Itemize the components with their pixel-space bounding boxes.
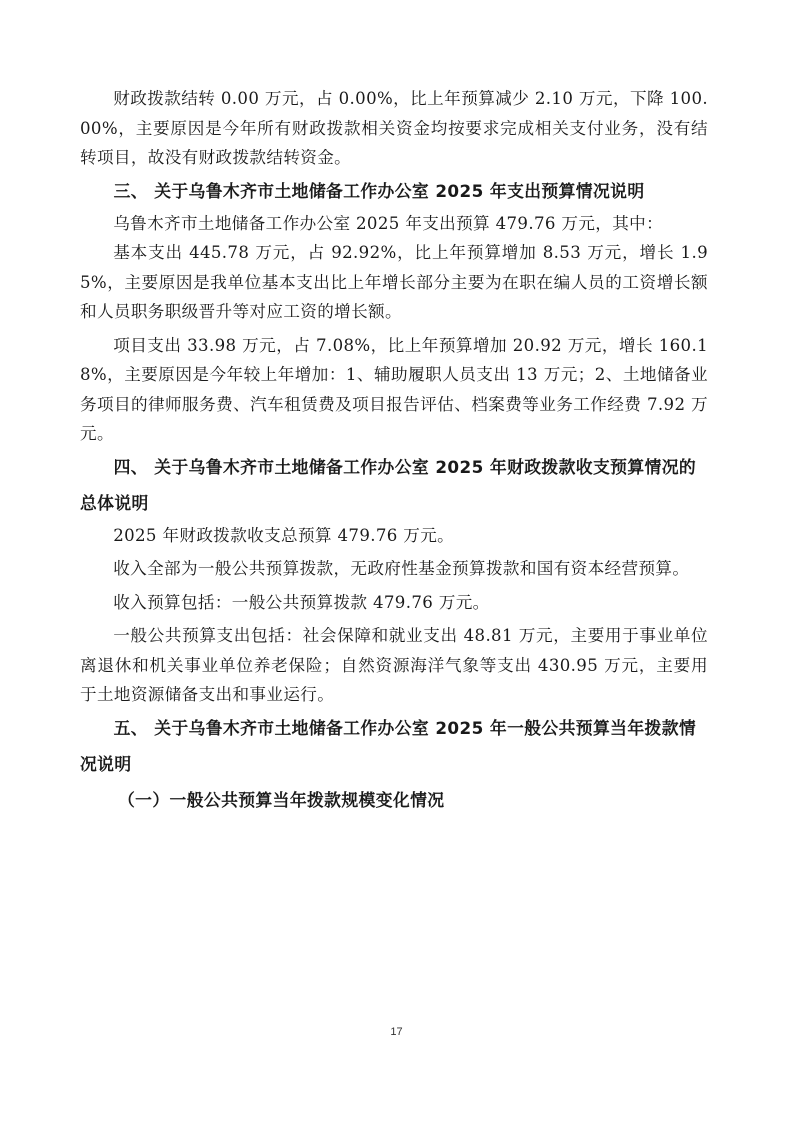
paragraph-income-budget: 收入预算包括：一般公共预算拨款 479.76 万元。 bbox=[113, 592, 490, 612]
paragraph-basic-expenditure: 基本支出 445.78 万元，占 92.92%，比上年预算增加 8.53 万元，增长 1.95%，主要原因是我单位基本支出比上年增长部分主要为在职在编人员的工资增长额和人员职务职级晋升等对应工资的增长额。 bbox=[80, 243, 708, 321]
paragraph-project-expenditure: 项目支出 33.98 万元，占 7.08%，比上年预算增加 20.92 万元，增长 160.18%，主要原因是今年较上年增加：1、辅助履职人员支出 13 万元；2、土地储备业务项目的律师服务费、汽车租赁费及项目报告评估、档案费等业务工作经费 7.92 万元。 bbox=[80, 335, 708, 443]
page-number: 17 bbox=[390, 1026, 403, 1038]
paragraph-income-composition: 收入全部为一般公共预算拨款，无政府性基金预算拨款和国有资本经营预算。 bbox=[113, 559, 690, 578]
section-heading-4: 四、 关于乌鲁木齐市土地储备工作办公室 2025 年财政拨款收支预算情况的总体说明 bbox=[80, 456, 697, 513]
section-heading-5: 五、 关于乌鲁木齐市土地储备工作办公室 2025 年一般公共预算当年拨款情况说明 bbox=[80, 717, 697, 774]
subsection-heading-1: （一）一般公共预算当年拨款规模变化情况 bbox=[118, 789, 445, 810]
section-heading-3: 三、 关于乌鲁木齐市土地储备工作办公室 2025 年支出预算情况说明 bbox=[113, 180, 645, 201]
paragraph-fiscal-total: 2025 年财政拨款收支总预算 479.76 万元。 bbox=[113, 525, 455, 545]
paragraph-expenditure-total: 乌鲁木齐市土地储备工作办公室 2025 年支出预算 479.76 万元，其中： bbox=[113, 213, 664, 233]
document-body bbox=[80, 84, 708, 818]
paragraph-fiscal-carryover: 财政拨款结转 0.00 万元，占 0.00%，比上年预算减少 2.10 万元，下降 100.00%，主要原因是今年所有财政拨款相关资金均按要求完成相关支付业务，没有结转项目，故没有财政拨款结转资金。 bbox=[80, 89, 708, 167]
paragraph-general-budget-expenditure: 一般公共预算支出包括：社会保障和就业支出 48.81 万元，主要用于事业单位离退休和机关事业单位养老保险；自然资源海洋气象等支出 430.95 万元，主要用于土地资源储备支出和事业运行。 bbox=[80, 626, 708, 704]
